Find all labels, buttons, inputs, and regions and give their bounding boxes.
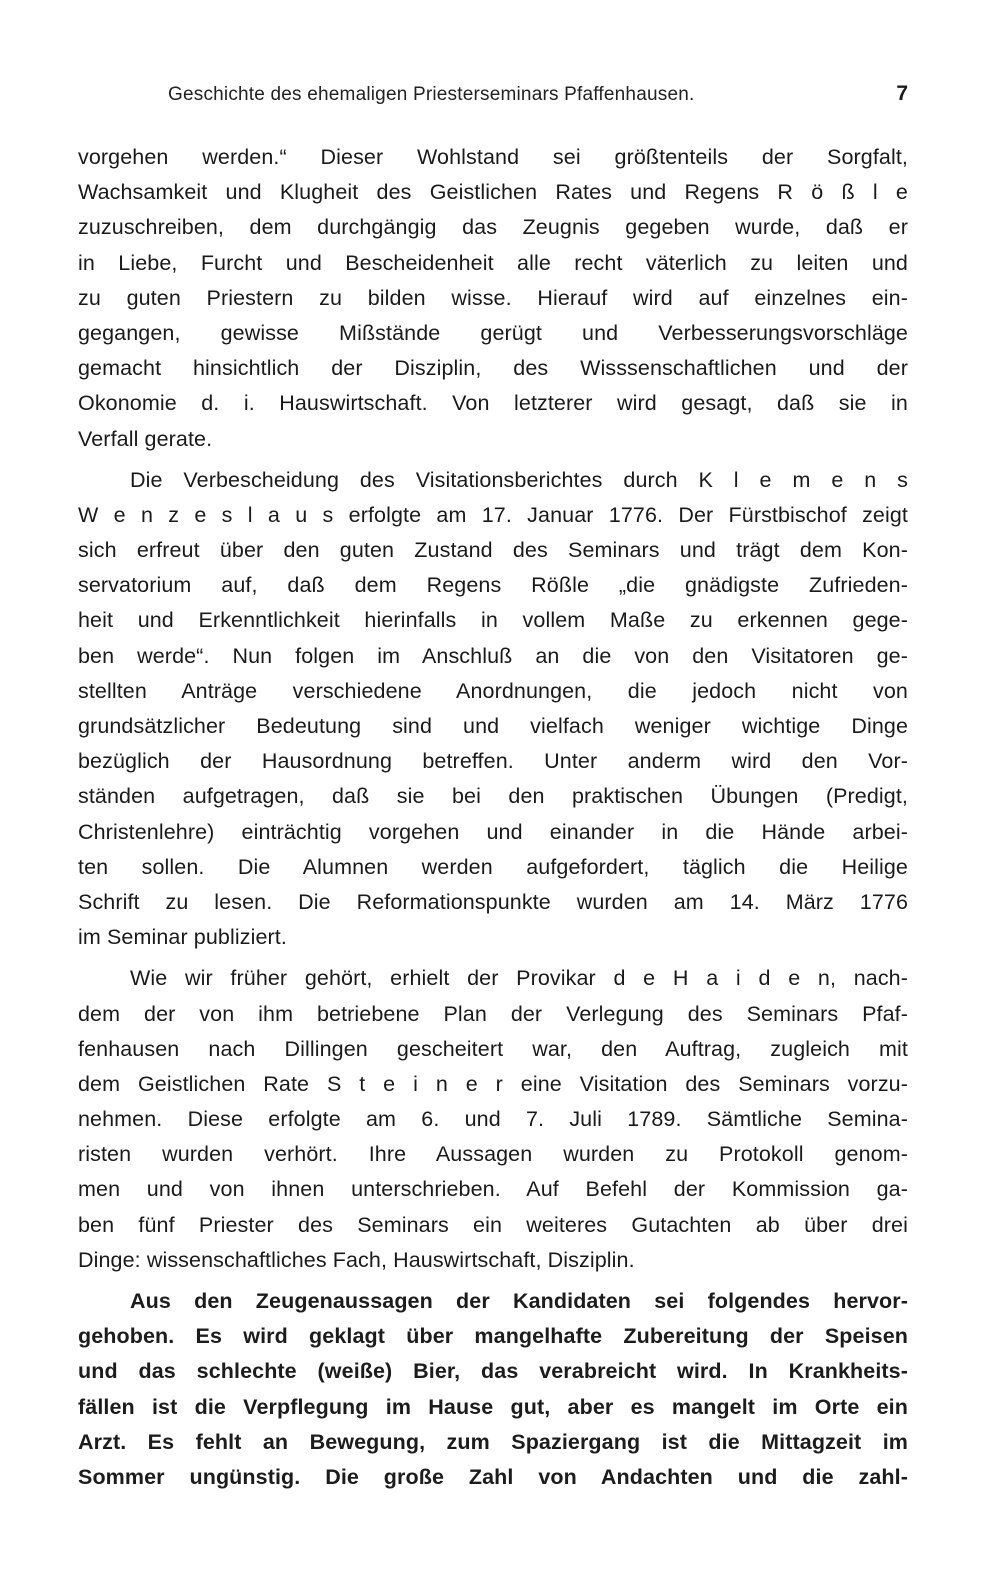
text-line: ten sollen. Die Alumnen werden aufgefordert, täglich die Heilige: [78, 854, 908, 879]
text-line: Sommer ungünstig. Die große Zahl von Andachten und die zahl-: [78, 1464, 908, 1489]
text-line: fällen ist die Verpflegung im Hause gut, aber es mangelt im Orte ein: [78, 1394, 908, 1419]
text-line: stellten Anträge verschiedene Anordnungen, die jedoch nicht von: [78, 678, 908, 703]
paragraph-4: [78, 1284, 908, 1495]
text-line: zu guten Priestern zu bilden wisse. Hierauf wird auf einzelnes ein-: [78, 285, 908, 310]
text-line: zuzuschreiben, dem durchgängig das Zeugnis gegeben wurde, daß er: [78, 215, 908, 240]
text-line: grundsätzlicher Bedeutung sind und vielfach weniger wichtige Dinge: [78, 714, 908, 738]
paragraph-1: [78, 140, 908, 457]
running-head: [78, 84, 908, 120]
text-line: Wachsamkeit und Klugheit des Geistlichen Rates und Regens R ö ß l e: [78, 180, 908, 205]
text-line: ständen aufgetragen, daß sie bei den praktischen Übungen (Predigt,: [78, 784, 908, 809]
body-text: [78, 140, 908, 1501]
text-line: nehmen. Diese erfolgte am 6. und 7. Juli 1789. Sämtliche Semina-: [78, 1107, 908, 1132]
running-title: Geschichte des ehemaligen Priesterseminars Pfaffenhausen.: [168, 84, 695, 105]
text-line: vorgehen werden.“ Dieser Wohlstand sei größtenteils der Sorgfalt,: [78, 145, 908, 169]
text-line: Aus den Zeugenaussagen der Kandidaten sei folgendes hervor-: [130, 1289, 908, 1313]
page-number: 7: [896, 82, 908, 105]
paragraph-2: [78, 463, 908, 956]
text-line: Okonomie d. i. Hauswirtschaft. Von letzterer wird gesagt, daß sie in: [78, 391, 908, 416]
text-line: Dinge: wissenschaftliches Fach, Hauswirtschaft, Disziplin.: [78, 1247, 635, 1272]
text-line: Schrift zu lesen. Die Reformationspunkte wurden am 14. März 1776: [78, 889, 908, 914]
text-line: gegangen, gewisse Mißstände gerügt und Verbesserungsvorschläge: [78, 320, 908, 345]
text-line: risten wurden verhört. Ihre Aussagen wurden zu Protokoll genom-: [78, 1142, 908, 1167]
text-line: gemacht hinsichtlich der Disziplin, des Wisssenschaftlichen und der: [78, 356, 908, 381]
text-line: dem der von ihm betriebene Plan der Verlegung des Seminars Pfaf-: [78, 1001, 908, 1026]
text-line: ben werde“. Nun folgen im Anschluß an die von den Visitatoren ge-: [78, 643, 908, 668]
text-line: fenhausen nach Dillingen gescheitert war, den Auftrag, zugleich mit: [78, 1036, 908, 1061]
text-line: bezüglich der Hausordnung betreffen. Unter anderm wird den Vor-: [78, 749, 908, 774]
text-line: im Seminar publiziert.: [78, 925, 287, 950]
text-line: ben fünf Priester des Seminars ein weiteres Gutachten ab über drei: [78, 1212, 908, 1237]
text-line: und das schlechte (weiße) Bier, das verabreicht wird. In Krankheits-: [78, 1359, 908, 1384]
text-line: sich erfreut über den guten Zustand des Seminars und trägt dem Kon-: [78, 538, 908, 563]
text-line: heit und Erkenntlichkeit hierinfalls in vollem Maße zu erkennen gege-: [78, 608, 908, 633]
text-line: Die Verbescheidung des Visitationsberichtes durch K l e m e n s: [130, 467, 908, 492]
text-line: gehoben. Es wird geklagt über mangelhafte Zubereitung der Speisen: [78, 1324, 908, 1349]
text-line: Verfall gerate.: [78, 426, 213, 451]
text-line: in Liebe, Furcht und Bescheidenheit alle recht väterlich zu leiten und: [78, 250, 908, 275]
text-line: dem Geistlichen Rate S t e i n e r eine Visitation des Seminars vorzu-: [78, 1071, 908, 1096]
text-line: Arzt. Es fehlt an Bewegung, zum Spaziergang ist die Mittagzeit im: [78, 1429, 908, 1454]
text-line: Christenlehre) einträchtig vorgehen und einander in die Hände arbei-: [78, 819, 908, 844]
paragraph-3: [78, 961, 908, 1278]
text-line: men und von ihnen unterschrieben. Auf Befehl der Kommission ga-: [78, 1177, 908, 1202]
text-line: Wie wir früher gehört, erhielt der Provikar d e H a i d e n, nach-: [130, 966, 908, 991]
text-line: servatorium auf, daß dem Regens Rößle „die gnädigste Zufrieden-: [78, 573, 908, 598]
text-line: W e n z e s l a u s erfolgte am 17. Januar 1776. Der Fürstbischof zeigt: [78, 502, 908, 527]
